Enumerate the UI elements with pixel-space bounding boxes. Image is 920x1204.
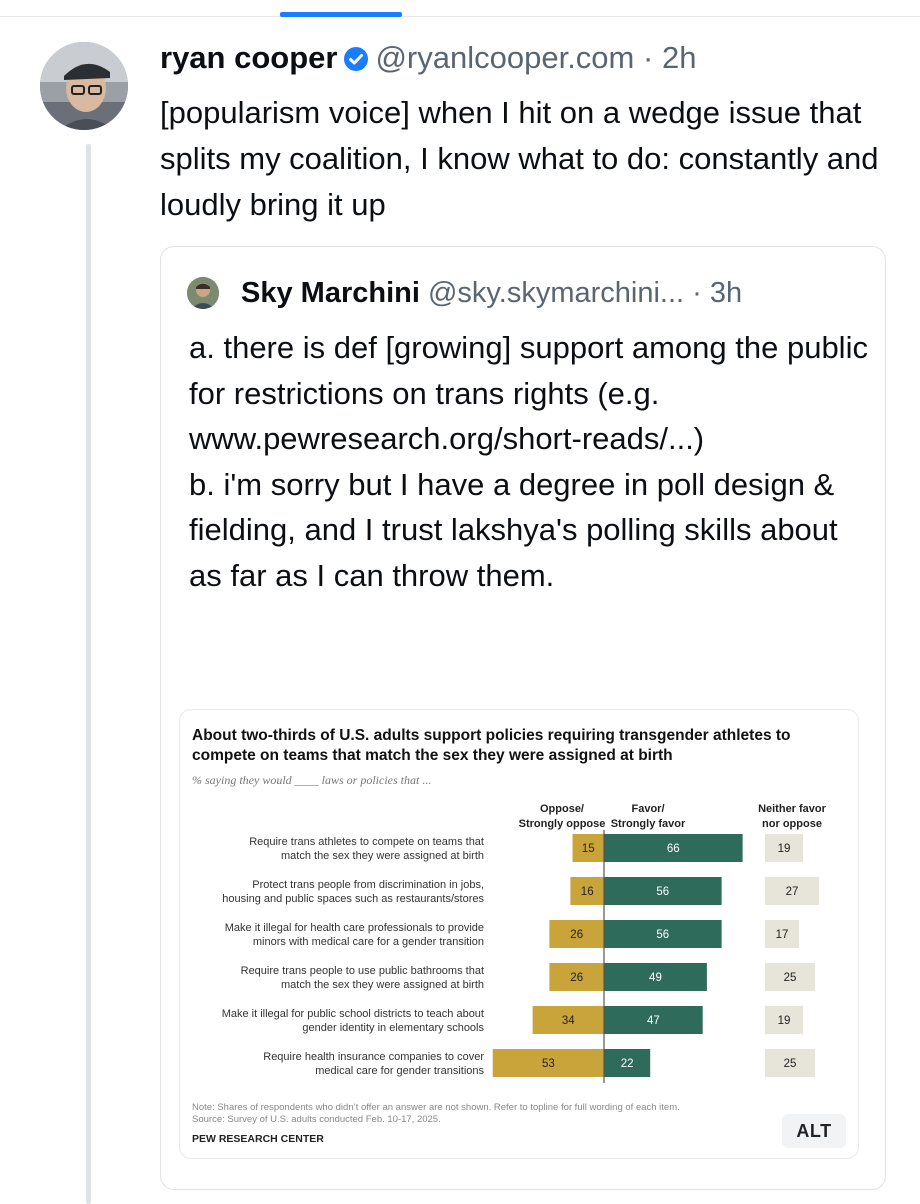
row-label-1-0: Protect trans people from discrimination in jobs, — [252, 879, 484, 891]
row-label-0-1: match the sex they were assigned at birth — [281, 850, 484, 862]
value-oppose-3: 26 — [570, 972, 584, 984]
row-label-3-1: match the sex they were assigned at birth — [281, 979, 484, 991]
value-neither-4: 19 — [777, 1015, 791, 1027]
top-divider — [0, 16, 920, 17]
pew-chart — [180, 710, 858, 1158]
embedded-chart-image[interactable] — [179, 709, 859, 1159]
chart-title-line-2: compete on teams that match the sex they were assigned at birth — [192, 747, 673, 764]
row-label-2-1: minors with medical care for a gender transition — [252, 936, 484, 948]
chart-title-line-1: About two-thirds of U.S. adults support policies requiring transgender athletes to — [192, 727, 791, 744]
value-favor-2: 56 — [656, 929, 670, 941]
row-label-5-0: Require health insurance companies to cover — [263, 1051, 484, 1063]
header-oppose-0: Oppose/ — [539, 803, 585, 815]
row-label-4-0: Make it illegal for public school districts to teach about — [221, 1008, 484, 1020]
thread-line — [86, 144, 91, 1204]
post-text: [popularism voice] when I hit on a wedge issue that splits my coalition, I know what to do: constantly and loudly bring it up — [160, 95, 879, 222]
value-oppose-2: 26 — [570, 929, 584, 941]
separator-dot: · — [692, 277, 702, 309]
alt-text-button[interactable]: ALT — [782, 1114, 846, 1148]
author-avatar[interactable] — [40, 42, 128, 130]
header-favor-1: Strongly favor — [610, 818, 686, 830]
chart-credit: PEW RESEARCH CENTER — [192, 1133, 324, 1145]
chart-subtitle: % saying they would ____ laws or policies that ... — [192, 773, 432, 787]
quoted-author-avatar[interactable] — [187, 277, 219, 309]
quoted-post[interactable] — [160, 246, 886, 1190]
verified-badge-icon — [343, 42, 369, 68]
value-neither-5: 25 — [783, 1058, 797, 1070]
value-favor-0: 66 — [666, 843, 680, 855]
header-oppose-1: Strongly oppose — [518, 818, 606, 830]
chart-note: Note: Shares of respondents who didn’t offer an answer are not shown. Refer to topline for full wording of each item. — [192, 1102, 680, 1113]
chart-source: Source: Survey of U.S. adults conducted Feb. 10-17, 2025. — [192, 1114, 441, 1125]
quoted-post-header — [241, 273, 742, 313]
author-name[interactable]: ryan cooper — [160, 40, 338, 75]
active-tab-indicator — [280, 12, 402, 17]
quoted-post-text: a. there is def [growing] support among the public for restrictions on trans rights (e.g. www.pewresearch.org/short-reads/...) b. i'm sorry but I have a degree in poll design & fielding, and I trust lakshya's polling skills about as far as I can throw them. — [189, 330, 868, 593]
value-oppose-0: 15 — [581, 843, 595, 855]
value-favor-5: 22 — [620, 1058, 634, 1070]
value-oppose-1: 16 — [580, 886, 594, 898]
value-favor-3: 49 — [649, 972, 662, 984]
row-label-1-1: housing and public spaces such as restaurants/stores — [222, 893, 484, 905]
value-neither-1: 27 — [785, 886, 799, 898]
row-label-4-1: gender identity in elementary schools — [302, 1022, 484, 1034]
header-favor-0: Favor/ — [631, 803, 665, 815]
value-neither-0: 19 — [777, 843, 791, 855]
quoted-author-handle[interactable]: @sky.skymarchini... — [427, 277, 685, 309]
row-label-2-0: Make it illegal for health care professionals to provide — [224, 922, 484, 934]
separator-dot: · — [643, 40, 654, 75]
header-neither-0: Neither favor — [758, 803, 826, 815]
value-favor-4: 47 — [646, 1015, 660, 1027]
value-neither-2: 17 — [775, 929, 789, 941]
header-neither-1: nor oppose — [762, 818, 822, 830]
author-handle[interactable]: @ryanlcooper.com — [375, 40, 635, 75]
value-neither-3: 25 — [783, 972, 797, 984]
post-time[interactable]: 2h — [661, 40, 697, 75]
row-label-5-1: medical care for gender transitions — [315, 1065, 484, 1077]
post-header — [160, 38, 696, 78]
row-label-3-0: Require trans people to use public bathrooms that — [240, 965, 484, 977]
value-oppose-5: 53 — [541, 1058, 555, 1070]
value-favor-1: 56 — [656, 886, 670, 898]
quoted-author-name[interactable]: Sky Marchini — [241, 277, 420, 309]
quoted-post-time[interactable]: 3h — [709, 277, 743, 309]
value-oppose-4: 34 — [561, 1015, 575, 1027]
row-label-0-0: Require trans athletes to compete on teams that — [249, 836, 484, 848]
